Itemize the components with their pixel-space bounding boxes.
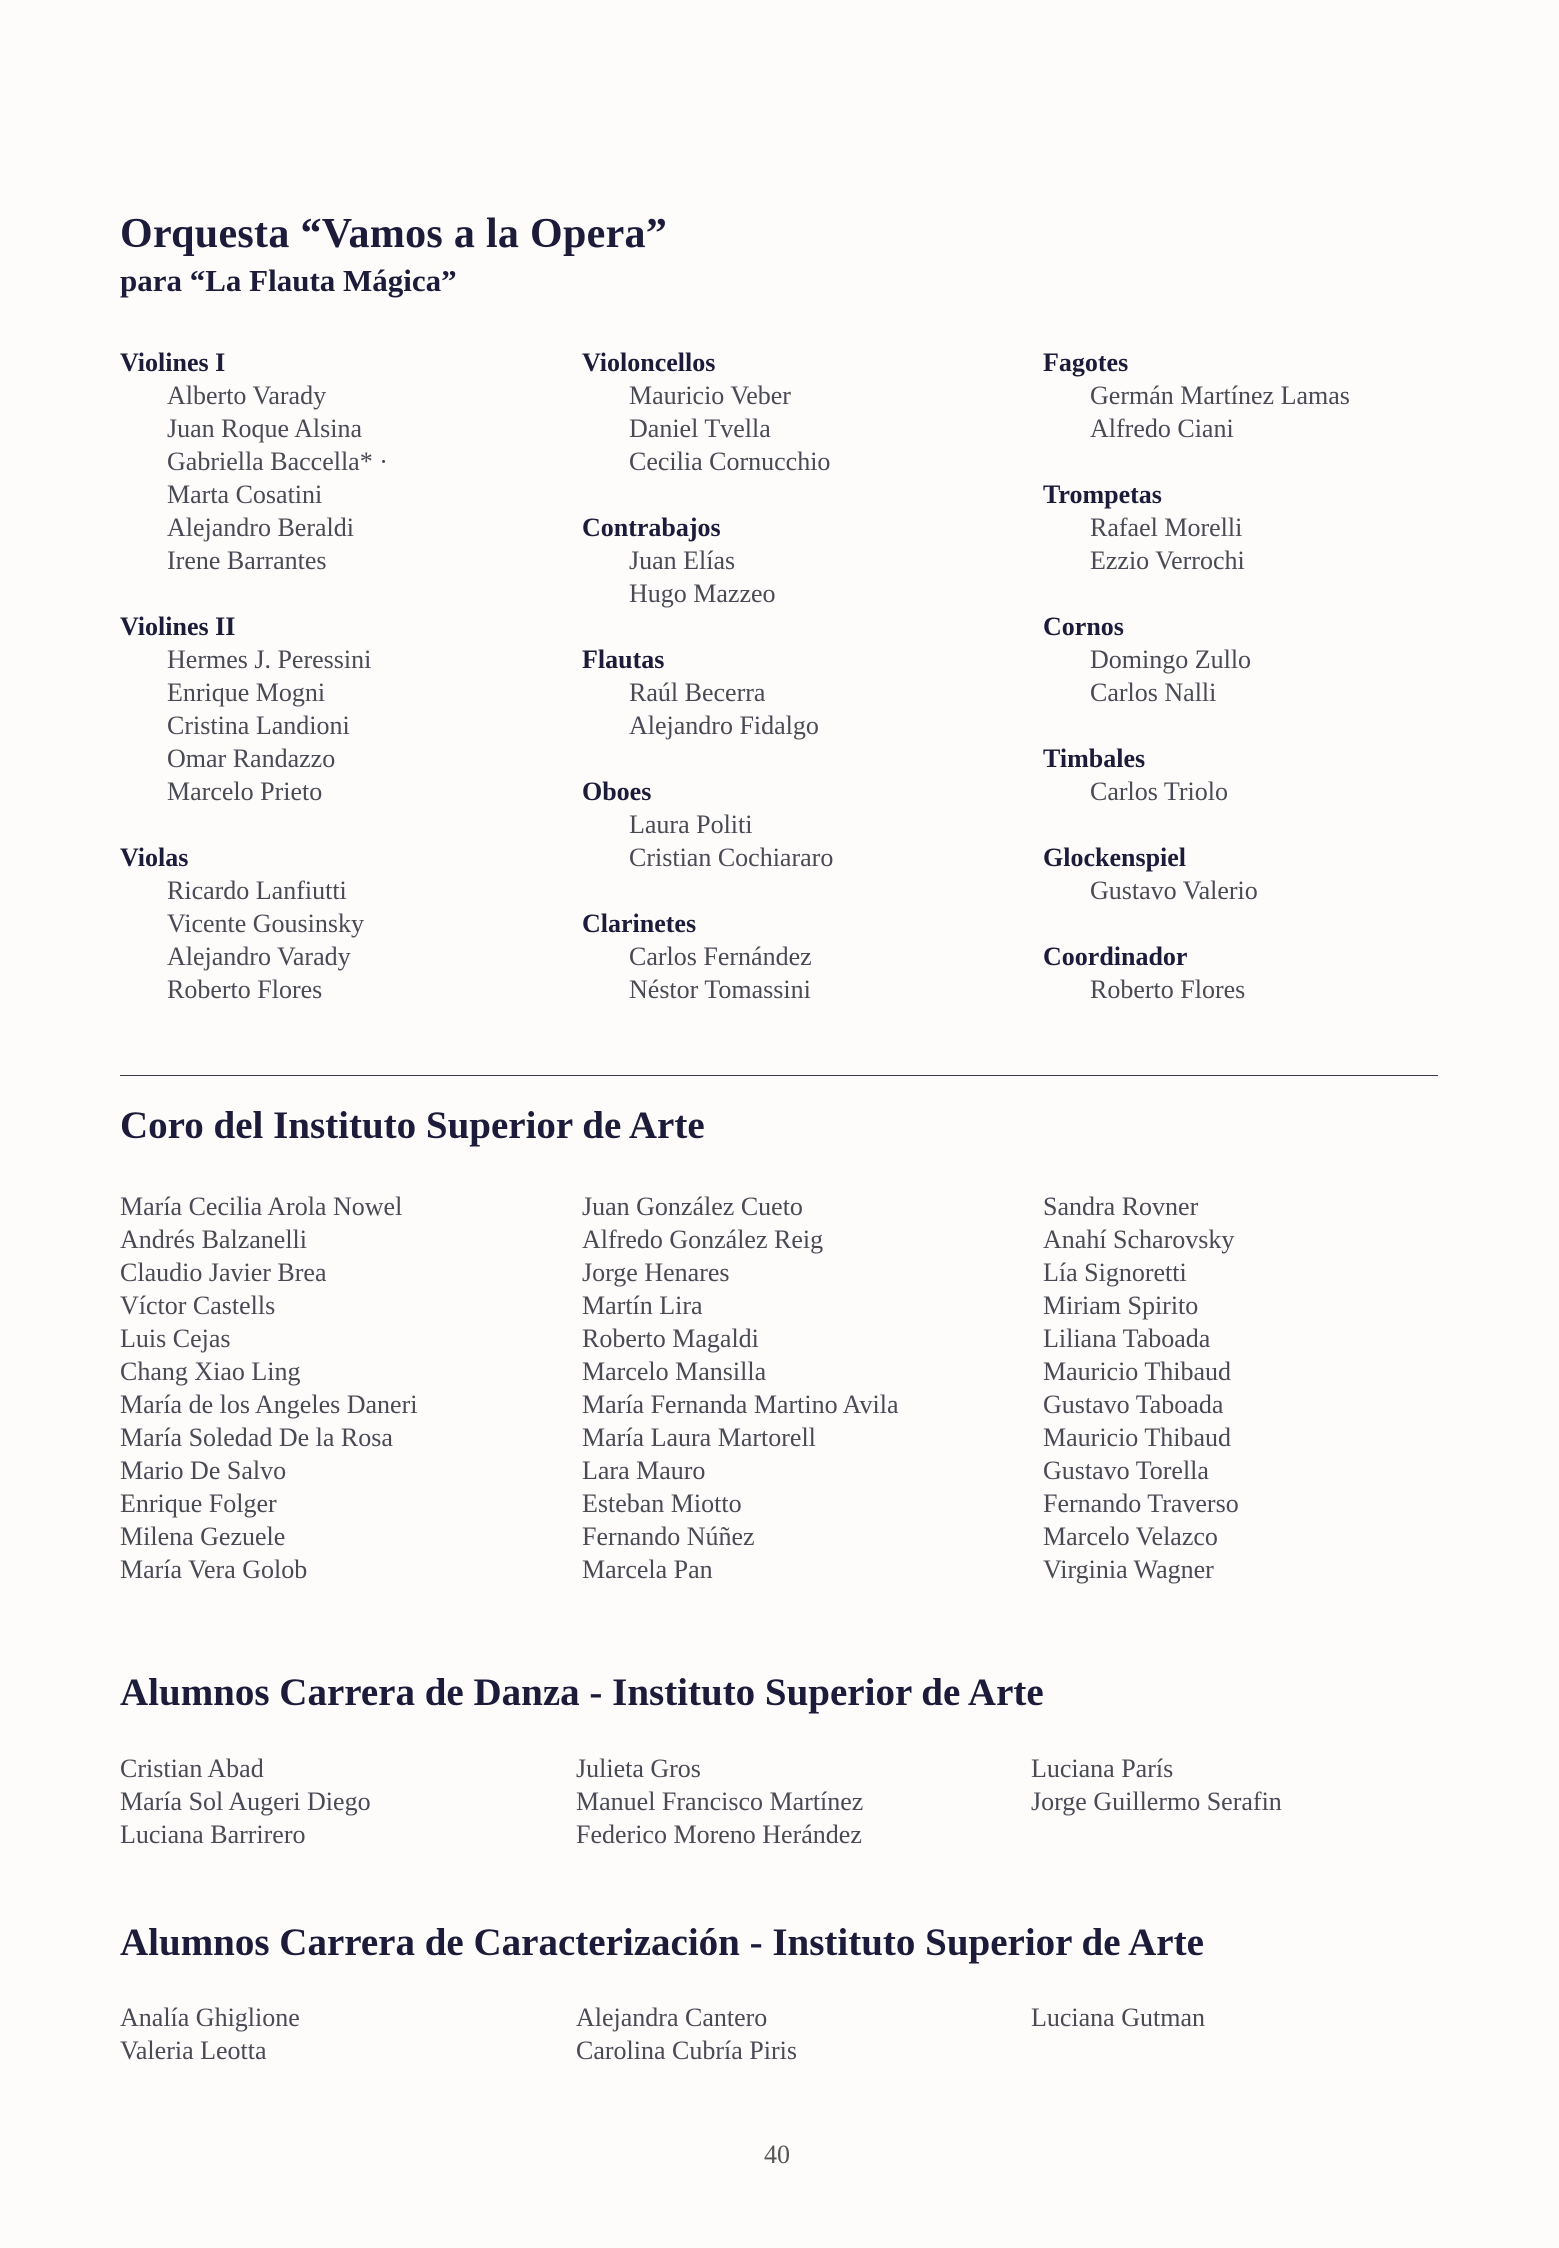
musician-name: Laura Politi [629,810,753,839]
page-number: 40 [764,2140,790,2169]
orchestra-column-3 [1043,346,1483,1006]
musician-name: Ricardo Lanfiutti [167,876,347,905]
orchestra-title: Orquesta “Vamos a la Opera” [120,211,668,257]
danza-column-3 [1031,1752,1282,1818]
choir-member-name: Víctor Castells [120,1291,276,1320]
choir-member-name: Miriam Spirito [1043,1291,1199,1320]
makeup-student-name: Carolina Cubría Piris [576,2036,797,2065]
dance-student-name: Federico Moreno Herández [576,1820,862,1849]
section-heading: Clarinetes [582,909,697,938]
orchestra-column-2 [582,346,1022,1006]
section-spacer [582,610,1022,643]
choir-member-name: Gustavo Torella [1043,1456,1209,1485]
musician-name: Roberto Flores [167,975,323,1004]
musician-name: Néstor Tomassini [629,975,811,1004]
caracterizacion-column-1 [120,2001,300,2067]
section-spacer [1043,577,1483,610]
section-heading: Violines II [120,612,236,641]
choir-member-name: Martín Lira [582,1291,703,1320]
musician-name: Alejandro Varady [167,942,351,971]
choir-member-name: María Soledad De la Rosa [120,1423,393,1452]
coro-column-2 [582,1190,898,1586]
makeup-student-name: Luciana Gutman [1031,2003,1205,2032]
section-divider [120,1075,1438,1076]
section-heading: Oboes [582,777,652,806]
choir-member-name: María Fernanda Martino Avila [582,1390,899,1419]
musician-name: Carlos Fernández [629,942,812,971]
danza-column-1 [120,1752,371,1851]
orchestra-column-1 [120,346,560,1006]
choir-member-name: Sandra Rovner [1043,1192,1199,1221]
choir-member-name: María Vera Golob [120,1555,308,1584]
dance-student-name: María Sol Augeri Diego [120,1787,371,1816]
section-heading: Cornos [1043,612,1124,641]
musician-name: Carlos Triolo [1090,777,1228,806]
choir-member-name: Mauricio Thibaud [1043,1357,1231,1386]
choir-member-name: Roberto Magaldi [582,1324,759,1353]
dance-student-name: Manuel Francisco Martínez [576,1787,864,1816]
choir-member-name: Liliana Taboada [1043,1324,1211,1353]
musician-name: Rafael Morelli [1090,513,1243,542]
section-heading: Fagotes [1043,348,1129,377]
dance-student-name: Julieta Gros [576,1754,701,1783]
choir-member-name: Luis Cejas [120,1324,231,1353]
musician-name: Cristian Cochiararo [629,843,834,872]
musician-name: Carlos Nalli [1090,678,1217,707]
choir-member-name: Claudio Javier Brea [120,1258,327,1287]
musician-name: Ezzio Verrochi [1090,546,1245,575]
makeup-student-name: Valeria Leotta [120,2036,267,2065]
section-heading: Timbales [1043,744,1146,773]
musician-name: Hermes J. Peressini [167,645,372,674]
musician-name: Roberto Flores [1090,975,1246,1004]
choir-member-name: Esteban Miotto [582,1489,742,1518]
choir-member-name: Juan González Cueto [582,1192,803,1221]
musician-name: Gabriella Baccella* · [167,447,388,476]
musician-name: Alejandro Beraldi [167,513,354,542]
musician-name: Juan Elías [629,546,736,575]
choir-member-name: Chang Xiao Ling [120,1357,301,1386]
section-heading: Violines I [120,348,226,377]
orchestra-subtitle: para “La Flauta Mágica” [120,263,457,298]
choir-member-name: Gustavo Taboada [1043,1390,1224,1419]
caracterizacion-column-3 [1031,2001,1205,2034]
coro-column-1 [120,1190,417,1586]
dance-student-name: Cristian Abad [120,1754,264,1783]
musician-name: Germán Martínez Lamas [1090,381,1350,410]
dance-student-name: Jorge Guillermo Serafin [1031,1787,1282,1816]
caracterizacion-column-2 [576,2001,797,2067]
musician-name: Irene Barrantes [167,546,327,575]
section-spacer [1043,709,1483,742]
section-heading: Flautas [582,645,665,674]
makeup-student-name: Analía Ghiglione [120,2003,300,2032]
musician-name: Domingo Zullo [1090,645,1252,674]
section-spacer [120,577,560,610]
section-spacer [582,742,1022,775]
choir-member-name: Jorge Henares [582,1258,730,1287]
choir-member-name: Lara Mauro [582,1456,706,1485]
choir-member-name: María de los Angeles Daneri [120,1390,418,1419]
choir-member-name: Enrique Folger [120,1489,277,1518]
musician-name: Juan Roque Alsina [167,414,362,443]
choir-member-name: Marcelo Velazco [1043,1522,1218,1551]
section-heading: Trompetas [1043,480,1162,509]
musician-name: Omar Randazzo [167,744,336,773]
choir-member-name: Milena Gezuele [120,1522,286,1551]
section-spacer [120,808,560,841]
musician-name: Cristina Landioni [167,711,350,740]
section-spacer [1043,808,1483,841]
section-heading: Violoncellos [582,348,716,377]
choir-member-name: Marcela Pan [582,1555,713,1584]
musician-name: Marcelo Prieto [167,777,323,806]
choir-member-name: Mauricio Thibaud [1043,1423,1231,1452]
musician-name: Alberto Varady [167,381,327,410]
musician-name: Vicente Gousinsky [167,909,365,938]
danza-column-2 [576,1752,863,1851]
choir-member-name: Fernando Traverso [1043,1489,1239,1518]
choir-member-name: Lía Signoretti [1043,1258,1187,1287]
section-heading: Violas [120,843,189,872]
musician-name: Enrique Mogni [167,678,326,707]
musician-name: Alejandro Fidalgo [629,711,819,740]
musician-name: Marta Cosatini [167,480,323,509]
section-heading: Coordinador [1043,942,1188,971]
choir-member-name: Andrés Balzanelli [120,1225,307,1254]
musician-name: Cecilia Cornucchio [629,447,831,476]
choir-member-name: María Cecilia Arola Nowel [120,1192,403,1221]
caracterizacion-title: Alumnos Carrera de Caracterización - Instituto Superior de Arte [120,1921,1204,1964]
section-heading: Contrabajos [582,513,721,542]
choir-member-name: Fernando Núñez [582,1522,755,1551]
section-heading: Glockenspiel [1043,843,1187,872]
choir-member-name: Alfredo González Reig [582,1225,824,1254]
choir-member-name: Mario De Salvo [120,1456,287,1485]
musician-name: Raúl Becerra [629,678,766,707]
dance-student-name: Luciana París [1031,1754,1174,1783]
section-spacer [582,874,1022,907]
section-spacer [582,478,1022,511]
choir-member-name: Anahí Scharovsky [1043,1225,1235,1254]
musician-name: Gustavo Valerio [1090,876,1258,905]
choir-member-name: Marcelo Mansilla [582,1357,767,1386]
danza-title: Alumnos Carrera de Danza - Instituto Superior de Arte [120,1671,1044,1714]
coro-title: Coro del Instituto Superior de Arte [120,1104,705,1147]
coro-column-3 [1043,1190,1239,1586]
musician-name: Daniel Tvella [629,414,771,443]
musician-name: Hugo Mazzeo [629,579,776,608]
musician-name: Alfredo Ciani [1090,414,1234,443]
dance-student-name: Luciana Barrirero [120,1820,306,1849]
makeup-student-name: Alejandra Cantero [576,2003,768,2032]
choir-member-name: Virginia Wagner [1043,1555,1214,1584]
musician-name: Mauricio Veber [629,381,791,410]
choir-member-name: María Laura Martorell [582,1423,816,1452]
section-spacer [1043,445,1483,478]
section-spacer [1043,907,1483,940]
